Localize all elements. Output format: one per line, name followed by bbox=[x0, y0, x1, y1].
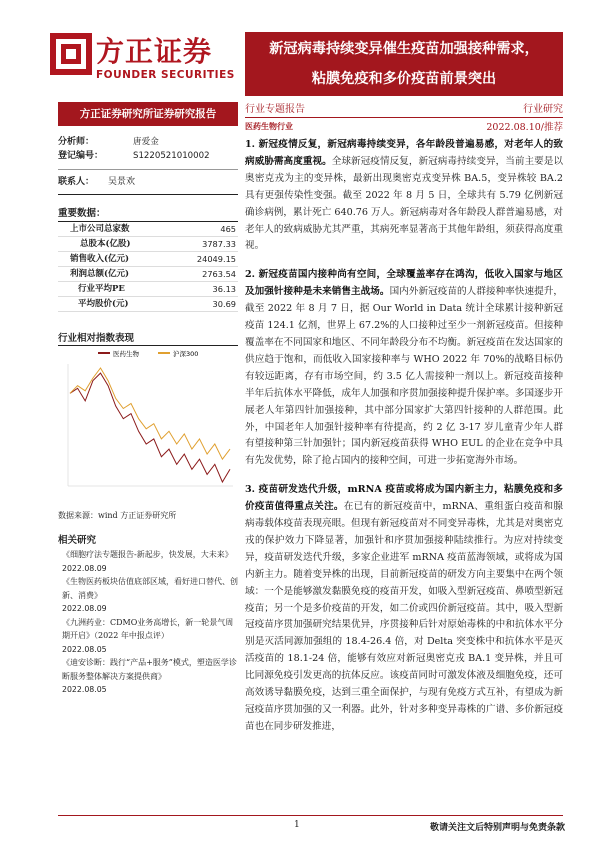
legend-swatch-1 bbox=[98, 352, 110, 354]
key-data-value: 36.13 bbox=[212, 284, 236, 294]
body-paragraph-3 bbox=[245, 482, 563, 736]
registration-label: 登记编号： bbox=[58, 151, 104, 161]
key-data-value: 465 bbox=[220, 224, 236, 234]
key-data-label: 行业平均PE bbox=[78, 284, 125, 294]
key-data-row bbox=[58, 237, 238, 252]
registration-row bbox=[58, 149, 238, 163]
key-data-value: 3787.33 bbox=[202, 239, 236, 249]
key-data-row bbox=[58, 282, 238, 297]
related-item-date: 2022.08.09 bbox=[62, 604, 107, 613]
related-research-title: 相关研究 bbox=[58, 535, 97, 546]
key-data-row bbox=[58, 297, 238, 312]
page-number: 1 bbox=[294, 820, 300, 830]
related-item-date: 2022.08.09 bbox=[62, 563, 107, 573]
related-item-date: 2022.08.05 bbox=[62, 644, 107, 654]
report-title-line2: 粘膜免疫和多价疫苗前景突出 bbox=[311, 71, 497, 87]
report-title-line1: 新冠病毒持续变异催生疫苗加强接种需求， bbox=[269, 41, 539, 57]
paragraph-text: 全球新冠疫情反复，新冠病毒持续变异，当前主要是以奥密克戎为主的变异株，最新出现奥密克戎变异株 BA.5，变异株较 BA.2 具有更强传染性变强。截至 2022 年 8 月 5 日，全球共有 5.79 亿例新冠确诊病例，累计死亡 640.76 万人。新冠病毒对各年龄段人群普遍易感，对老年人的致病威胁尤其严重，其病死率显著高于其他年龄组，须获得高度重视。 bbox=[245, 155, 564, 252]
related-item-title[interactable]: 《迪安诊断：践行“产品+服务”模式，塑造医学诊断服务整体解决方案提供商》 bbox=[62, 658, 237, 681]
legend-swatch-2 bbox=[158, 352, 170, 354]
key-data-label: 利润总额(亿元) bbox=[70, 269, 130, 279]
left-sidebar bbox=[58, 135, 238, 312]
related-item[interactable] bbox=[62, 548, 238, 575]
chart-title: 行业相对指数表现 bbox=[58, 333, 135, 344]
related-item[interactable] bbox=[62, 575, 238, 616]
logo-mark-icon bbox=[50, 33, 92, 75]
sector-label: 医药生物行业 bbox=[245, 121, 293, 131]
series-line-1 bbox=[70, 373, 230, 482]
chart-svg bbox=[58, 346, 238, 496]
related-item-date: 2022.08.05 bbox=[62, 685, 107, 694]
key-data-row bbox=[58, 252, 238, 267]
paragraph-heading: 3. 疫苗研发迭代升级，mRNA 疫苗或将成为国内新主力，粘膜免疫和多价疫苗值得重点关注。 bbox=[245, 484, 563, 513]
paragraph-text: 在已有的新冠疫苗中，mRNA、重组蛋白疫苗和腺病毒载体疫苗表现亮眼。但现有新冠疫苗对不同变异毒株，尤其是对奥密克戎的保护效力下降显著，加强针和序贯加强接种陆续推行。为应对持续变异，疫苗研发迭代升级，多家企业进军 mRNA 疫苗蓝海领域，或将成为国内新主力。随着变异株的出现，目前新冠疫苗的研发方向主要集中在两个领域：一个是能够激发黏膜免疫的疫苗开发，如吸入型新冠疫苗、鼻喷型新冠疫苗；另一个是多价疫苗的开发，如二价或四价新冠疫苗。其中，吸入型新冠疫苗序贯加强研究结果优异，序贯接种后针对原始毒株的中和抗体水平分别是灭活同源加强组的 18.4-26.4 倍，对 Delta 突变株中和抗体水平是灭活疫苗的 18.1-24 倍，能够有效应对新冠奥密克戎 BA.1 变异株，并且可比同源免疫引发更高的抗体反应。该疫苗同时可激发体液及细胞免疫，还可高效诱导黏膜免疫，达到三重全面保护，与现有免疫方式互补，有望成为新冠疫苗序贯加强的又一利器。此外，针对多种变异毒株的广谱、多价新冠疫苗也在同步研发推进， bbox=[245, 501, 563, 732]
related-item-title[interactable]: 《生物医药板块估值底部区域，看好进口替代、创新、消费》 bbox=[62, 577, 238, 600]
date-rating: 2022.08.10/推荐 bbox=[486, 122, 563, 133]
analyst-name: 唐爱金 bbox=[133, 137, 159, 147]
report-type-row bbox=[245, 96, 563, 118]
related-item[interactable] bbox=[62, 656, 238, 697]
report-type: 行业专题报告 bbox=[245, 104, 305, 115]
key-data-label: 平均股价(元) bbox=[78, 299, 129, 309]
footer-disclaimer[interactable]: 敬请关注文后特别声明与免责条款 bbox=[429, 823, 565, 833]
institute-title: 方正证券研究所证券研究报告 bbox=[58, 102, 238, 126]
paragraph-heading: 1. 新冠疫情反复，新冠病毒持续变异，各年龄段普遍易感，对老年人的致病威胁需高度重视。 bbox=[245, 139, 563, 167]
registration-number: S1220521010002 bbox=[133, 151, 210, 161]
body-paragraph-1 bbox=[245, 137, 563, 255]
related-item-title[interactable]: 《细胞疗法专题报告-新起步，快发展，大未来》 bbox=[62, 550, 233, 559]
related-item[interactable] bbox=[62, 616, 238, 657]
paragraph-text: 国内外新冠疫苗的人群接种率快速提升，截至 2022 年 8 月 7 日，据 Our World in Data 统计全球累计接种新冠疫苗 124.1 亿剂，世界上 67.2%的人口接种过至少一剂新冠疫苗。但接种覆盖率在不同国家和地区、不同年龄段分布不均衡。新冠疫苗在发达国家的供应趋于饱和，而低收入国家接种率与 WHO 2022 年 70%的战略目标仍有较远距离，存有市场空间，约 3.5 亿人需接种一剂以上。新冠疫苗接种半年后抗体水平降低，成年人加强和序贯加强接种提升保护率。多国逐步开展老人年第四针加强接种，其中部分国家扩大第四针接种的人群范围。此外，中国老年人加强针接种率有待提高，约 2 亿 3-17 岁儿童青少年人群有望接种第三针加强针；国内新冠疫苗获得 WHO EUL 的企业在竞争中具有先发优势，除了抢占国内的接种空间，可进一步拓宽海外市场。 bbox=[245, 286, 564, 467]
report-title-banner bbox=[245, 32, 563, 96]
legend-label-1: 医药生物 bbox=[113, 350, 139, 358]
contact-label: 联系人： bbox=[58, 177, 95, 187]
legend-label-2: 沪深300 bbox=[173, 350, 199, 358]
industry-research-label: 行业研究 bbox=[523, 104, 563, 115]
divider bbox=[58, 169, 238, 170]
key-data-row bbox=[58, 222, 238, 237]
contact-row bbox=[58, 174, 238, 190]
related-item-title[interactable]: 《九洲药业：CDMO业务高增长，新一轮景气周期开启》（2022 年中报点评） bbox=[62, 617, 234, 640]
report-body bbox=[245, 137, 563, 748]
related-research-list bbox=[62, 548, 238, 697]
paragraph-heading: 2. 新冠疫苗国内接种尚有空间，全球覆盖率存在鸿沟，低收入国家与地区及加强针接种是未来销售主战场。 bbox=[245, 269, 563, 298]
key-data-label: 总股本(亿股) bbox=[80, 239, 131, 249]
analyst-row bbox=[58, 135, 238, 149]
footer-divider bbox=[58, 815, 563, 816]
divider bbox=[58, 194, 238, 195]
header-divider bbox=[245, 117, 563, 118]
logo-english-text: FOUNDER SECURITIES bbox=[96, 69, 235, 81]
contact-name: 吴景欢 bbox=[108, 177, 136, 187]
key-data-label: 上市公司总家数 bbox=[70, 224, 130, 234]
series-line-2 bbox=[70, 368, 230, 459]
company-logo bbox=[50, 27, 240, 95]
relative-index-chart bbox=[58, 345, 238, 495]
logo-chinese-text: 方正证券 bbox=[96, 35, 213, 68]
key-data-label: 销售收入(亿元) bbox=[70, 254, 130, 264]
key-data-row bbox=[58, 267, 238, 282]
body-paragraph-2 bbox=[245, 267, 563, 470]
key-data-title: 重要数据： bbox=[58, 208, 106, 219]
chart-source: 数据来源：wind 方正证券研究所 bbox=[58, 511, 177, 520]
key-data-value: 2763.54 bbox=[202, 269, 236, 279]
analyst-label: 分析师： bbox=[58, 137, 95, 147]
key-data-value: 24049.15 bbox=[196, 254, 236, 264]
key-data-value: 30.69 bbox=[212, 299, 236, 309]
